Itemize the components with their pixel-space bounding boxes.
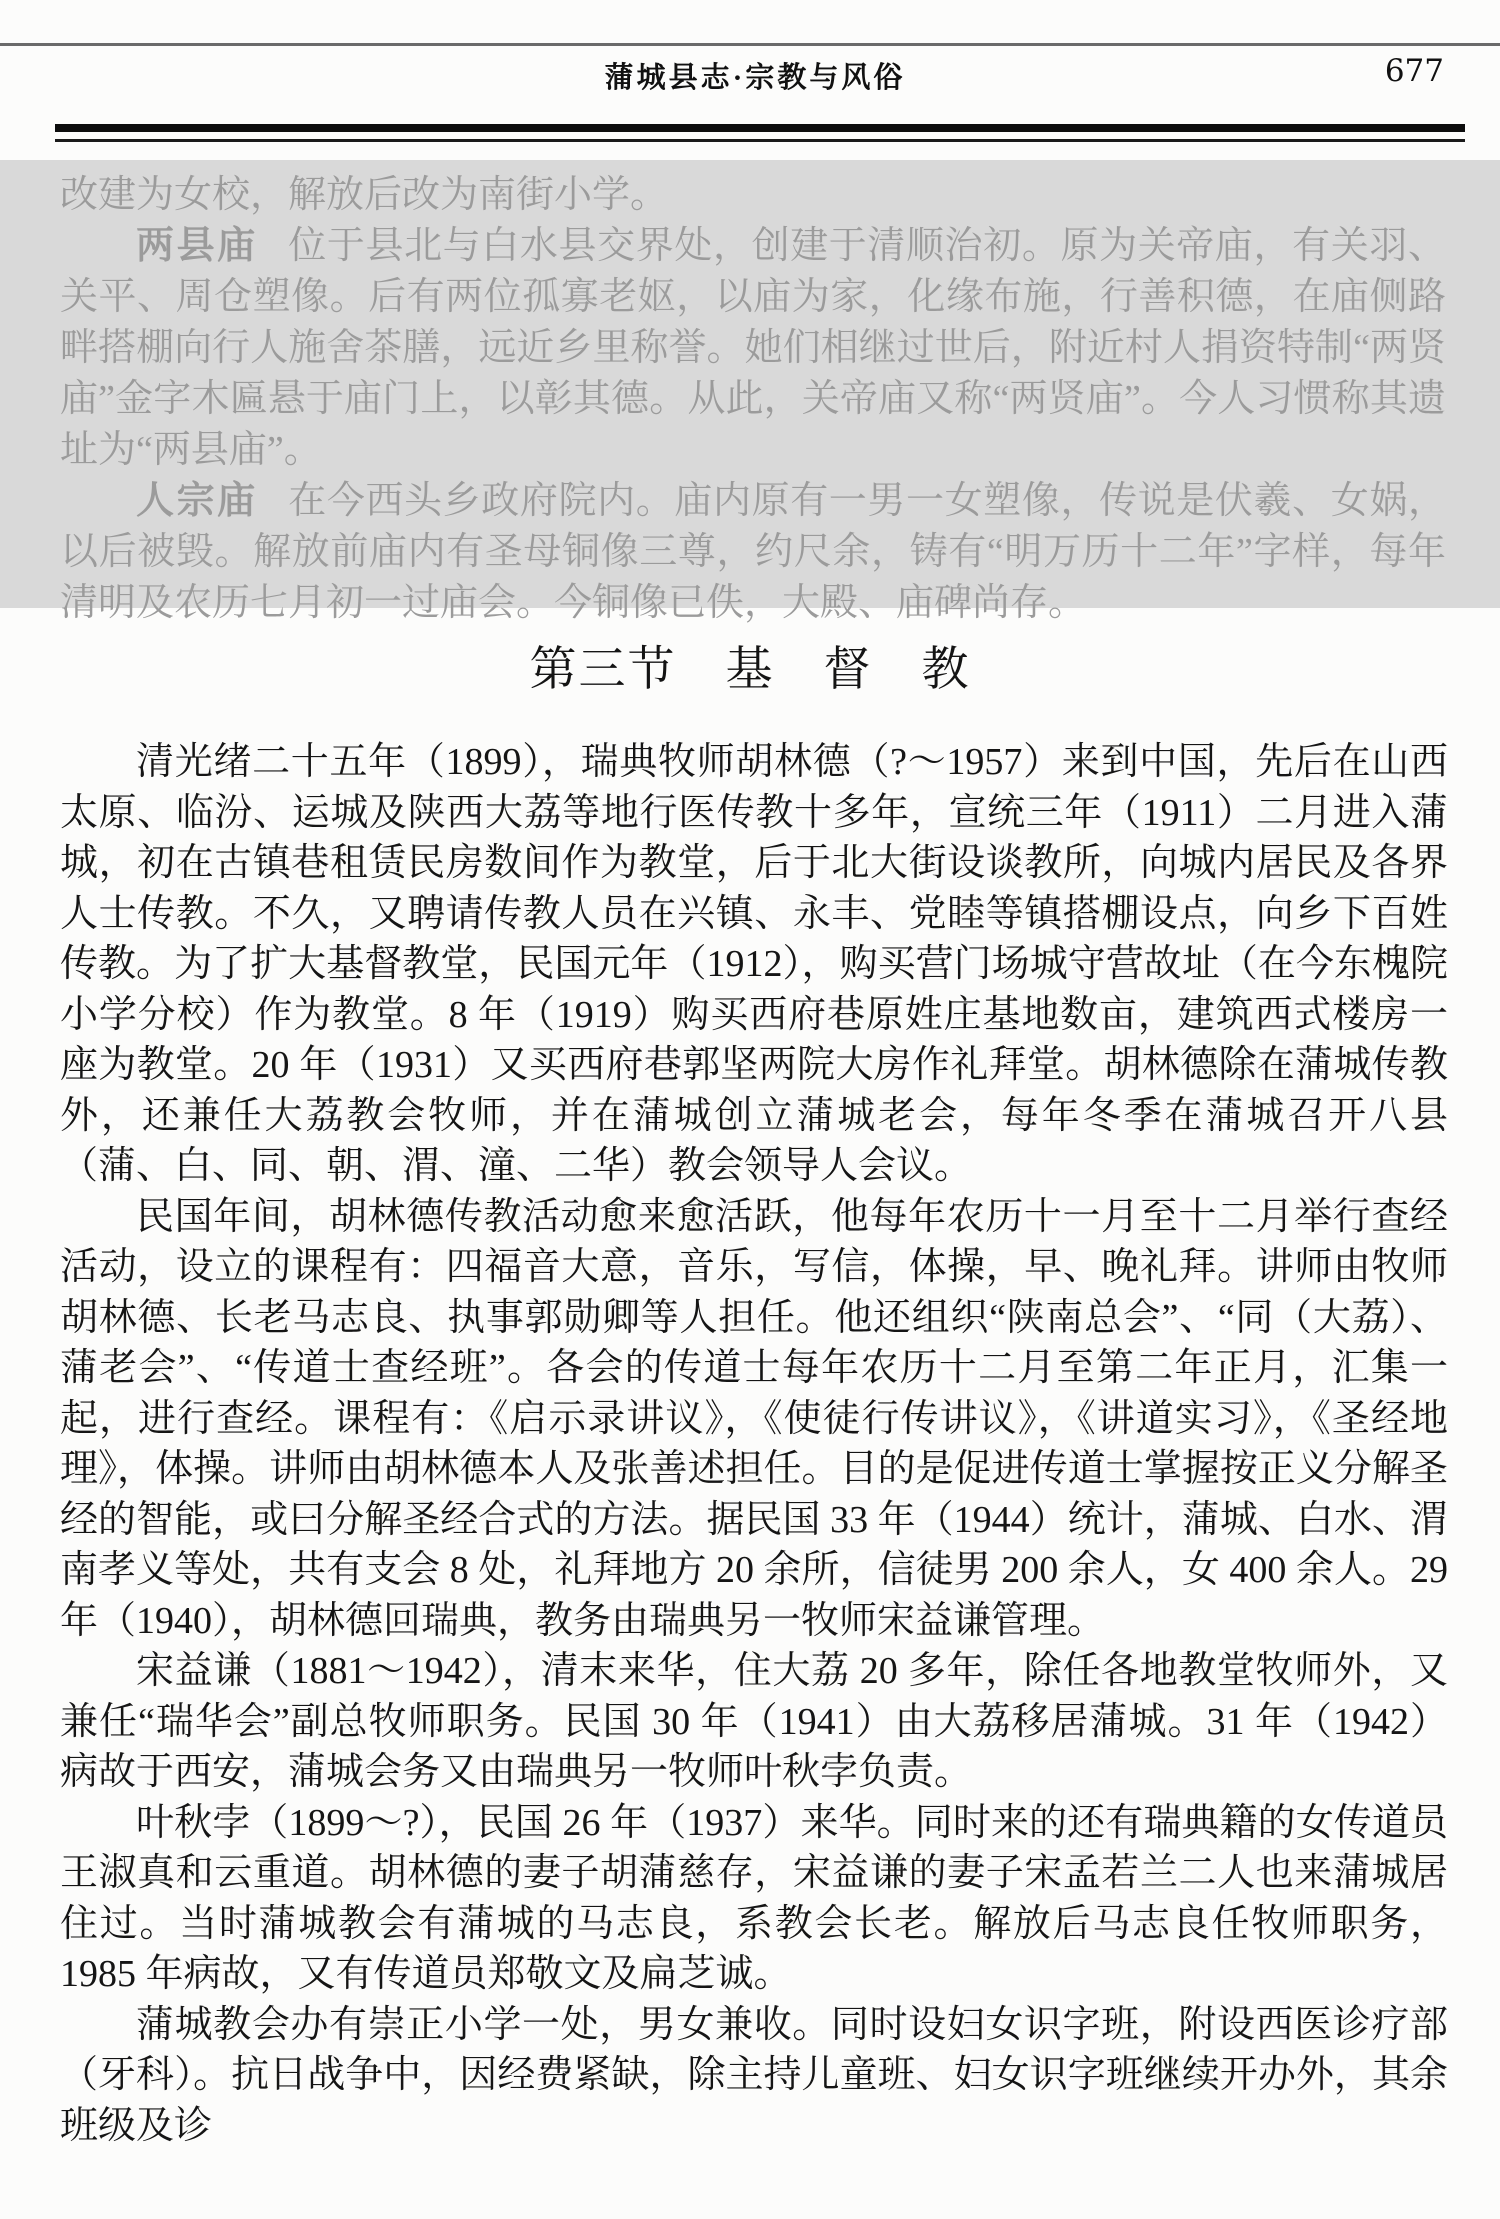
body-paragraph: 叶秋孛（1899～?），民国 26 年（1937）来华。同时来的还有瑞典籍的女传道员王淑真和云重道。胡林德的妻子胡蒲慈存，宋益谦的妻子宋孟若兰二人也来蒲城居住过。当时蒲城教会有蒲城的马志良，系教会长老。解放后马志良任牧师职务，1985 年病故，又有传道员郑敬文及扁芝诚。 <box>60 1801 1448 1995</box>
faded-entry-renzongmiao <box>60 476 1446 629</box>
body-paragraph: 蒲城教会办有崇正小学一处，男女兼收。同时设妇女识字班，附设西医诊疗部（牙科）。抗日战争中，因经费紧缺，除主持儿童班、妇女识字班继续开办外，其余班级及诊 <box>60 2003 1448 2147</box>
body-paragraph: 民国年间，胡林德传教活动愈来愈活跃，他每年农历十一月至十二月举行查经活动，设立的课程有：四福音大意，音乐，写信，体操，早、晚礼拜。讲师由牧师胡林德、长老马志良、执事郭勋卿等人担任。他还组织“陕南总会”、“同（大荔）、蒲老会”、“传道士查经班”。各会的传道士每年农历十二月至第二年正月，汇集一起，进行查经。课程有：《启示录讲议》，《使徒行传讲议》，《讲道实习》，《圣经地理》，体操。讲师由胡林德本人及张善述担任。目的是促进传道士掌握按正义分解圣经的智能，或曰分解圣经合式的方法。据民国 33 年（1944）统计，蒲城、白水、渭南孝义等处，共有支会 8 处，礼拜地方 20 余所，信徒男 200 余人，女 400 余人。29 年（1940），胡林德回瑞典，教务由瑞典另一牧师宋益谦管理。 <box>60 1195 1448 1642</box>
running-header <box>60 55 1450 97</box>
temple-entry-text: 在今西头乡政府院内。庙内原有一男一女塑像，传说是伏羲、女娲，以后被毁。解放前庙内有圣母铜像三尊，约尺余，铸有“明万历十二年”字样，每年清明及农历七月初一过庙会。今铜像已佚，大殿、庙碑尚存。 <box>60 480 1446 624</box>
header-rule-thin <box>55 139 1465 142</box>
faded-entry-liangxianmiao <box>60 221 1446 476</box>
running-header-title: 蒲城县志·宗教与风俗 <box>604 62 906 94</box>
faded-continuation-line: 改建为女校，解放后改为南街小学。 <box>60 174 669 216</box>
temple-entry-label: 两县庙 <box>136 225 258 267</box>
temple-entry-label: 人宗庙 <box>136 480 258 522</box>
body-paragraph: 宋益谦（1881～1942），清末来华，住大荔 20 多年，除任各地教堂牧师外，又兼任“瑞华会”副总牧师职务。民国 30 年（1941）由大荔移居蒲城。31 年（1942）病故于西安，蒲城会务又由瑞典另一牧师叶秋孛负责。 <box>60 1650 1448 1793</box>
faded-overleaf-block <box>0 160 1500 624</box>
temple-entry-text: 位于县北与白水县交界处，创建于清顺治初。原为关帝庙，有关羽、关平、周仓塑像。后有两位孤寡老妪，以庙为家，化缘布施，行善积德，在庙侧路畔搭棚向行人施舍茶膳，远近乡里称誉。她们相继过世后，附近村人捐资特制“两贤庙”金字木匾悬于庙门上，以彰其德。从此，关帝庙又称“两贤庙”。今人习惯称其遗址为“两县庙”。 <box>60 225 1446 471</box>
scan-artifact-line <box>0 43 1500 46</box>
body-paragraph: 清光绪二十五年（1899），瑞典牧师胡林德（?～1957）来到中国，先后在山西太原、临汾、运城及陕西大荔等地行医传教十多年，宣统三年（1911）二月进入蒲城，初在古镇巷租赁民房数间作为教堂，后于北大街设谈教所，向城内居民及各界人士传教。不久，又聘请传教人员在兴镇、永丰、党睦等镇搭棚设点，向乡下百姓传教。为了扩大基督教堂，民国元年（1912），购买营门场城守营故址（在今东槐院小学分校）作为教堂。8 年（1919）购买西府巷原姓庄基地数亩，建筑西式楼房一座为教堂。20 年（1931）又买西府巷郭坚两院大房作礼拜堂。胡林德除在蒲城传教外，还兼任大荔教会牧师，并在蒲城创立蒲城老会，每年冬季在蒲城召开八县（蒲、白、同、朝、渭、潼、二华）教会领导人会议。 <box>60 741 1448 1187</box>
section-heading: 第三节 基 督 教 <box>529 642 971 697</box>
page-number: 677 <box>1384 53 1444 89</box>
header-rule-thick <box>55 124 1465 132</box>
section-body <box>60 737 1448 2151</box>
